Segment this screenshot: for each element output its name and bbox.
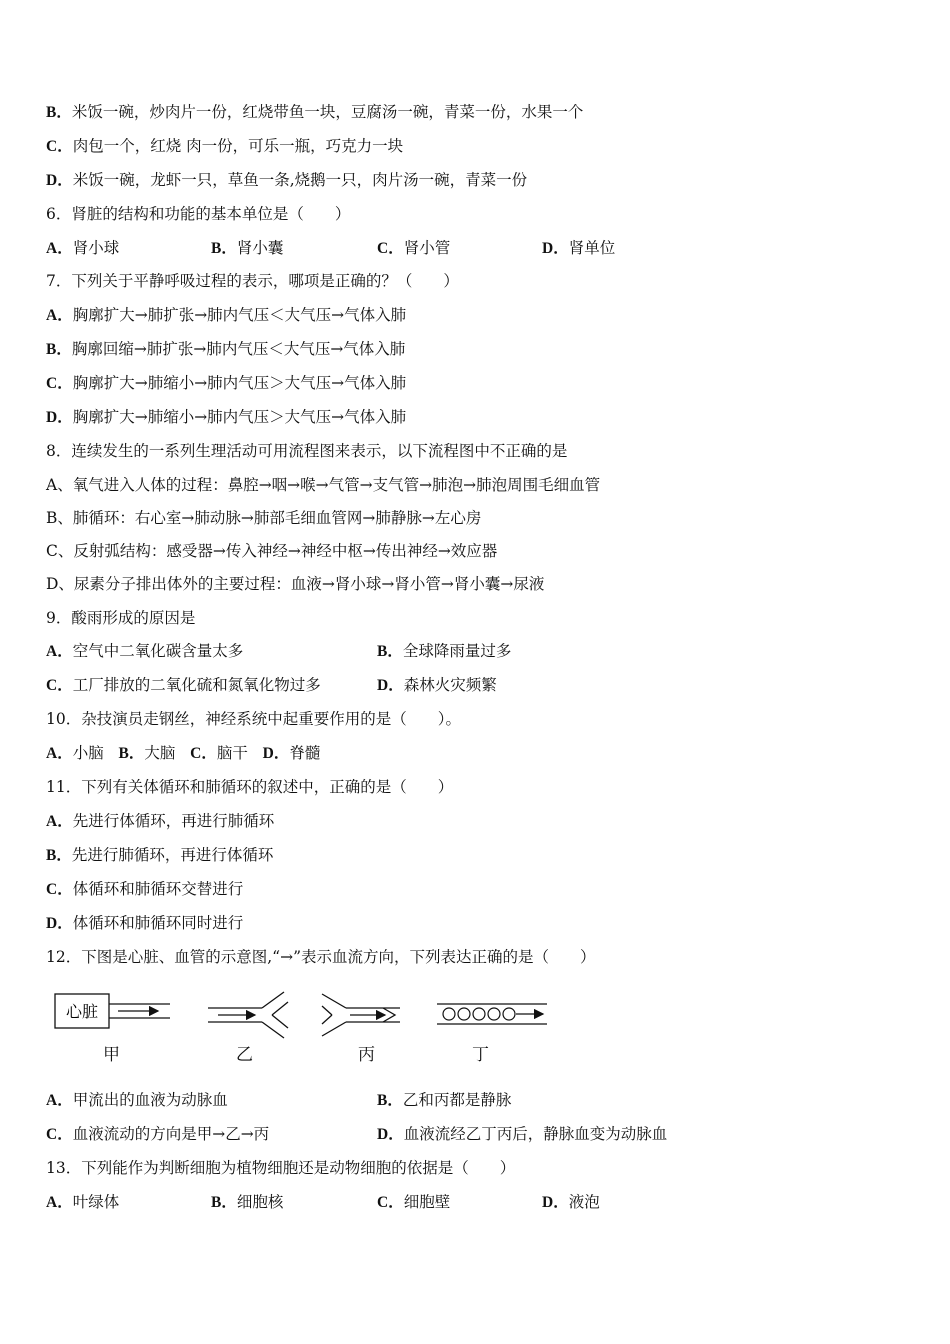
q10-option-a — [46, 744, 104, 762]
blood-cell — [473, 1008, 485, 1020]
q13-option-c — [377, 1192, 542, 1213]
q11-option-b — [46, 845, 273, 866]
q11-option-c — [46, 879, 243, 900]
q10-option-b — [119, 744, 176, 762]
q8-stem: 8．连续发生的一系列生理活动可用流程图来表示，以下流程图中不正确的是 — [46, 442, 568, 460]
q12-options-row1 — [46, 1090, 511, 1111]
caption-ding: 丁 — [472, 1045, 489, 1065]
q12-option-b — [377, 1090, 511, 1111]
option-text: 全球降雨量过多 — [402, 642, 512, 660]
q12-stem: 12．下图是心脏、血管的示意图,“→”表示血流方向，下列表达正确的是（ ） — [46, 948, 596, 966]
q8-option-c: C、反射弧结构：感受器→传入神经→神经中枢→传出神经→效应器 — [46, 542, 498, 560]
q13-options — [46, 1192, 600, 1213]
q6-option-a — [46, 238, 211, 259]
q9-option-d — [377, 675, 497, 696]
option-text: 细胞核 — [236, 1193, 284, 1211]
option-label: B． — [46, 104, 72, 121]
option-label: C． — [46, 138, 73, 155]
blood-cell — [443, 1008, 455, 1020]
q5-option-d — [46, 170, 527, 191]
option-label: C． — [46, 677, 73, 694]
q7-option-b — [46, 339, 405, 360]
option-label: B． — [46, 847, 72, 864]
option-label: D． — [46, 915, 73, 932]
option-text: 甲流出的血液为动脉血 — [72, 1091, 228, 1109]
q13-option-b — [211, 1192, 377, 1213]
vessel-bing — [322, 994, 400, 1036]
option-text: 工厂排放的二氧化硫和氮氧化物过多 — [72, 676, 321, 694]
q12-option-a — [46, 1090, 377, 1111]
q9-option-a — [46, 641, 377, 662]
q6-option-c — [377, 238, 542, 259]
q8-option-b: B、肺循环：右心室→肺动脉→肺部毛细血管网→肺静脉→左心房 — [46, 509, 482, 527]
q5-option-c — [46, 136, 403, 157]
q9-stem: 9．酸雨形成的原因是 — [46, 609, 196, 627]
vessel-jia — [55, 994, 170, 1028]
option-text: 肾单位 — [568, 239, 616, 257]
option-text: 乙和丙都是静脉 — [402, 1091, 512, 1109]
q9-options-row2 — [46, 675, 497, 696]
option-label: A． — [46, 813, 73, 830]
option-label: A． — [46, 1194, 73, 1211]
blood-cell — [488, 1008, 500, 1020]
option-text: 胸廓扩大→肺缩小→肺内气压＞大气压→气体入肺 — [72, 408, 407, 426]
option-label: B． — [118, 745, 145, 762]
option-label: C． — [190, 745, 217, 762]
q10-stem: 10．杂技演员走钢丝，神经系统中起重要作用的是（ ）。 — [46, 710, 461, 728]
q7-option-a — [46, 305, 406, 326]
caption-bing: 丙 — [358, 1045, 375, 1065]
q5-option-b — [46, 102, 583, 123]
blood-cell — [503, 1008, 515, 1020]
q7-stem: 7．下列关于平静呼吸过程的表示，哪项是正确的？（ ） — [46, 272, 459, 290]
q13-option-a — [46, 1192, 211, 1213]
vessel-ding — [437, 1004, 547, 1024]
option-label: C． — [377, 240, 404, 257]
q12-options-row2 — [46, 1124, 667, 1145]
option-text: 米饭一碗，龙虾一只，草鱼一条,烧鹅一只，肉片汤一碗，青菜一份 — [72, 171, 528, 189]
caption-yi: 乙 — [236, 1045, 253, 1065]
option-label: A． — [46, 1092, 73, 1109]
option-text: 先进行体循环，再进行肺循环 — [72, 812, 275, 830]
q13-option-d — [542, 1192, 600, 1213]
option-label: D． — [46, 409, 73, 426]
q10-option-d — [263, 744, 321, 762]
option-label: D． — [377, 1126, 404, 1143]
option-label: B． — [377, 643, 403, 660]
q8-option-a: A、氧气进入人体的过程：鼻腔→咽→喉→气管→支气管→肺泡→肺泡周围毛细血管 — [46, 476, 601, 494]
option-label: C． — [46, 881, 73, 898]
q10-option-c — [190, 744, 248, 762]
option-text: 血液流经乙丁丙后，静脉血变为动脉血 — [403, 1125, 668, 1143]
q11-option-a — [46, 811, 274, 832]
option-label: A． — [46, 745, 73, 762]
q10-options — [46, 743, 320, 764]
q11-option-d — [46, 913, 243, 934]
option-label: C． — [377, 1194, 404, 1211]
option-label: B． — [377, 1092, 403, 1109]
option-text: 脊髓 — [289, 744, 321, 762]
option-text: 空气中二氧化碳含量太多 — [72, 642, 244, 660]
option-label: D． — [542, 240, 569, 257]
option-label: A． — [46, 307, 73, 324]
vessel-yi — [208, 992, 288, 1038]
q6-options — [46, 238, 615, 259]
option-text: 胸廓扩大→肺缩小→肺内气压＞大气压→气体入肺 — [72, 374, 407, 392]
blood-cell — [458, 1008, 470, 1020]
option-text: 先进行肺循环，再进行体循环 — [71, 846, 274, 864]
option-text: 细胞壁 — [403, 1193, 451, 1211]
option-text: 胸廓回缩→肺扩张→肺内气压＜大气压→气体入肺 — [71, 340, 406, 358]
option-label: C． — [46, 1126, 73, 1143]
q6-option-b — [211, 238, 377, 259]
q9-options-row1 — [46, 641, 511, 662]
q7-option-c — [46, 373, 406, 394]
q11-stem: 11．下列有关体循环和肺循环的叙述中，正确的是（ ） — [46, 778, 454, 796]
option-text: 血液流动的方向是甲→乙→丙 — [72, 1125, 270, 1143]
q12-option-d — [377, 1124, 667, 1145]
q8-option-d: D、尿素分子排出体外的主要过程：血液→肾小球→肾小管→肾小囊→尿液 — [46, 575, 545, 593]
option-label: C． — [46, 375, 73, 392]
q12-option-c — [46, 1124, 377, 1145]
q9-option-c — [46, 675, 377, 696]
q6-stem: 6．肾脏的结构和功能的基本单位是（ ） — [46, 205, 351, 223]
option-text: 肾小管 — [403, 239, 451, 257]
heart-label: 心脏 — [65, 1002, 99, 1021]
option-text: 肉包一个，红烧 肉一份，可乐一瓶，巧克力一块 — [72, 137, 404, 155]
option-label: D． — [262, 745, 290, 762]
option-label: A． — [46, 240, 73, 257]
option-text: 脑干 — [216, 744, 248, 762]
caption-jia: 甲 — [103, 1045, 120, 1065]
option-text: 肾小囊 — [236, 239, 284, 257]
option-text: 体循环和肺循环同时进行 — [72, 914, 244, 932]
option-label: B． — [211, 1194, 237, 1211]
option-label: B． — [211, 240, 237, 257]
option-text: 森林火灾频繁 — [403, 676, 497, 694]
option-text: 小脑 — [72, 744, 104, 762]
option-label: D． — [46, 172, 73, 189]
option-label: B． — [46, 341, 72, 358]
option-text: 体循环和肺循环交替进行 — [72, 880, 244, 898]
q13-stem: 13．下列能作为判断细胞为植物细胞还是动物细胞的依据是（ ） — [46, 1159, 516, 1177]
option-text: 大脑 — [144, 744, 176, 762]
option-text: 米饭一碗，炒肉片一份，红烧带鱼一块，豆腐汤一碗，青菜一份，水果一个 — [71, 103, 584, 121]
q7-option-d — [46, 407, 406, 428]
option-text: 胸廓扩大→肺扩张→肺内气压＜大气压→气体入肺 — [72, 306, 407, 324]
option-text: 液泡 — [568, 1193, 600, 1211]
option-label: D． — [377, 677, 404, 694]
option-label: D． — [542, 1194, 569, 1211]
q9-option-b — [377, 641, 511, 662]
option-text: 肾小球 — [72, 239, 120, 257]
option-label: A． — [46, 643, 73, 660]
option-text: 叶绿体 — [72, 1193, 120, 1211]
q6-option-d — [542, 238, 615, 259]
